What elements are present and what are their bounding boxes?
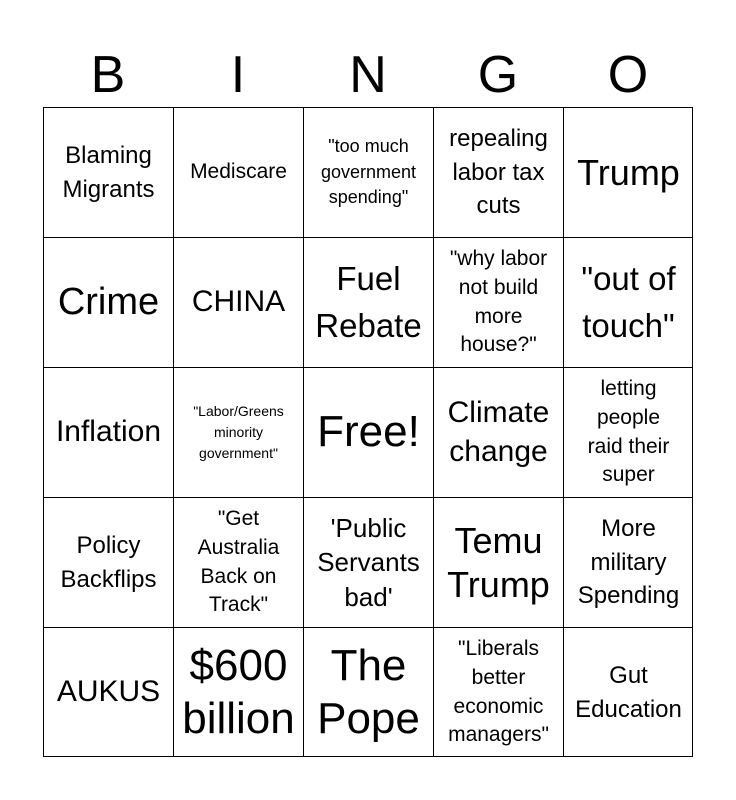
bingo-cell-r3c1[interactable] bbox=[43, 367, 173, 497]
bingo-cell-r3c3[interactable] bbox=[303, 367, 433, 497]
bingo-cell-r1c2[interactable] bbox=[173, 107, 303, 237]
bingo-cell-text: The Pope bbox=[317, 640, 420, 743]
bingo-cell-text: More military Spending bbox=[577, 515, 680, 610]
bingo-cell-r5c2[interactable] bbox=[173, 627, 303, 757]
bingo-cell-r1c3[interactable] bbox=[303, 107, 433, 237]
bingo-cell-text: Gut Education bbox=[575, 661, 682, 723]
bingo-cell-r4c3[interactable] bbox=[303, 497, 433, 627]
header-letter-i: I bbox=[230, 46, 246, 104]
bingo-cell-r1c1[interactable] bbox=[43, 107, 173, 237]
bingo-board bbox=[43, 107, 693, 757]
bingo-cell-text: Inflation bbox=[55, 415, 162, 449]
bingo-cell-text: $600 billion bbox=[182, 640, 295, 743]
bingo-cell-text: Crime bbox=[57, 280, 160, 323]
bingo-cell-r4c2[interactable] bbox=[173, 497, 303, 627]
bingo-cell-r4c4[interactable] bbox=[433, 497, 563, 627]
bingo-cell-text: Temu Trump bbox=[447, 519, 550, 605]
bingo-cell-r3c2[interactable] bbox=[173, 367, 303, 497]
bingo-cell-text: Fuel Rebate bbox=[315, 260, 422, 344]
bingo-cell-r5c1[interactable] bbox=[43, 627, 173, 757]
bingo-cell-text: letting people raid their super bbox=[587, 376, 670, 487]
bingo-cell-text: Policy Backflips bbox=[60, 531, 157, 593]
bingo-cell-r2c3[interactable] bbox=[303, 237, 433, 367]
bingo-cell-text: CHINA bbox=[191, 285, 286, 319]
bingo-cell-text: Blaming Migrants bbox=[62, 141, 155, 203]
header-letter-o: O bbox=[607, 46, 649, 104]
bingo-cell-text: "out of touch" bbox=[581, 260, 676, 344]
bingo-cell-text: Trump bbox=[577, 151, 680, 193]
bingo-cell-r2c5[interactable] bbox=[563, 237, 693, 367]
free-space-text: Free! bbox=[317, 407, 420, 457]
bingo-cell-r1c5[interactable] bbox=[563, 107, 693, 237]
bingo-cell-r3c5[interactable] bbox=[563, 367, 693, 497]
bingo-cell-text: "too much government spending" bbox=[320, 136, 417, 208]
bingo-cell-r1c4[interactable] bbox=[433, 107, 563, 237]
bingo-cell-text: "Labor/Greens minority government" bbox=[193, 403, 284, 461]
header-letter-g: G bbox=[477, 46, 519, 104]
header-letter-b: B bbox=[90, 46, 126, 104]
bingo-cell-text: Mediscare bbox=[190, 160, 287, 184]
bingo-cell-r5c3[interactable] bbox=[303, 627, 433, 757]
header-letter-n: N bbox=[349, 46, 387, 104]
bingo-cell-text: repealing labor tax cuts bbox=[449, 125, 548, 220]
bingo-cell-text: "Get Australia Back on Track" bbox=[197, 506, 280, 617]
bingo-cell-text: "why labor not build more house?" bbox=[449, 246, 548, 357]
bingo-cell-r4c5[interactable] bbox=[563, 497, 693, 627]
bingo-cell-r3c4[interactable] bbox=[433, 367, 563, 497]
bingo-cell-r2c2[interactable] bbox=[173, 237, 303, 367]
bingo-cell-r2c1[interactable] bbox=[43, 237, 173, 367]
bingo-cell-text: AUKUS bbox=[56, 675, 161, 709]
bingo-cell-r2c4[interactable] bbox=[433, 237, 563, 367]
bingo-cell-text: 'Public Servants bad' bbox=[317, 513, 420, 612]
bingo-cell-r4c1[interactable] bbox=[43, 497, 173, 627]
bingo-cell-r5c4[interactable] bbox=[433, 627, 563, 757]
bingo-cell-r5c5[interactable] bbox=[563, 627, 693, 757]
bingo-cell-text: Climate change bbox=[447, 396, 550, 468]
bingo-header bbox=[43, 44, 693, 106]
bingo-cell-text: "Liberals better economic managers" bbox=[448, 636, 549, 747]
